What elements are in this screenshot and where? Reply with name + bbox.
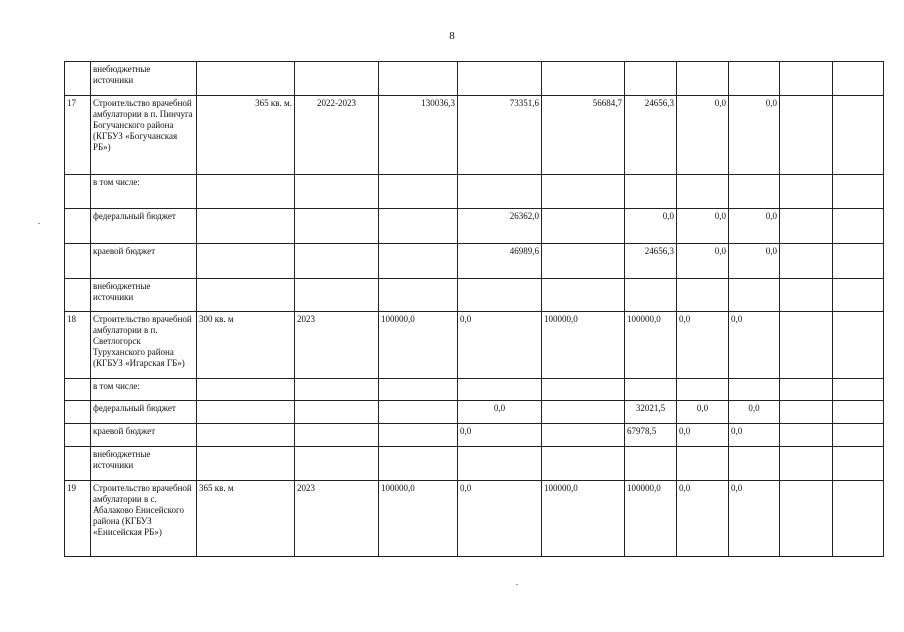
cell-num [65,401,91,424]
cell-y1 [458,62,542,96]
cell-y5: 0,0 [729,312,780,379]
cell-y4: 0,0 [677,481,729,557]
cell-y2 [542,209,625,244]
cell-name: федеральный бюджет [91,401,197,424]
cell-y4 [677,279,729,312]
cell-area [197,279,295,312]
page-number: 8 [449,30,455,42]
cell-y5: 0,0 [729,209,780,244]
cell-area [197,244,295,279]
cell-y3: 24656,3 [625,244,677,279]
cell-y5 [729,279,780,312]
cell-total [379,175,458,209]
cell-y4: 0,0 [677,96,729,175]
cell-y4 [677,379,729,401]
table-row [65,447,884,481]
cell-y1 [458,175,542,209]
cell-num [65,175,91,209]
cell-name: внебюджетные источники [91,62,197,96]
cell-y4: 0,0 [677,312,729,379]
cell-area [197,401,295,424]
cell-y5: 0,0 [729,96,780,175]
table-row [65,424,884,447]
cell-y6 [780,244,833,279]
cell-y3: 100000,0 [625,312,677,379]
cell-area [197,379,295,401]
cell-name: Строительство врачебной амбулатории в с. Абалаково Енисейского района (КГБУЗ «Енисейская РБ») [91,481,197,557]
cell-area [197,447,295,481]
table-row [65,244,884,279]
cell-y6 [780,209,833,244]
cell-total: 100000,0 [379,481,458,557]
cell-total [379,447,458,481]
cell-y1: 0,0 [458,424,542,447]
cell-num [65,244,91,279]
cell-y2: 56684,7 [542,96,625,175]
cell-num [65,279,91,312]
cell-total [379,424,458,447]
cell-num [65,379,91,401]
cell-period [295,244,379,279]
cell-total [379,62,458,96]
table-row [65,279,884,312]
cell-name: краевой бюджет [91,244,197,279]
cell-area: 300 кв. м [197,312,295,379]
table-row [65,481,884,557]
cell-y7 [833,447,884,481]
cell-y7 [833,209,884,244]
cell-y5 [729,447,780,481]
cell-y6 [780,401,833,424]
cell-y5: 0,0 [729,481,780,557]
cell-name: краевой бюджет [91,424,197,447]
table-row [65,96,884,175]
cell-y1: 46989,6 [458,244,542,279]
cell-y1: 26362,0 [458,209,542,244]
cell-y6 [780,312,833,379]
cell-period [295,279,379,312]
cell-y5 [729,62,780,96]
cell-period [295,209,379,244]
cell-y7 [833,312,884,379]
cell-y7 [833,481,884,557]
cell-y2: 100000,0 [542,312,625,379]
cell-num [65,424,91,447]
cell-area: 365 кв. м [197,481,295,557]
cell-total [379,379,458,401]
cell-period: 2022-2023 [295,96,379,175]
cell-name: внебюджетные источники [91,447,197,481]
cell-y6 [780,279,833,312]
scan-speck [516,584,518,585]
scan-speck [38,223,40,224]
cell-period [295,401,379,424]
cell-num [65,447,91,481]
cell-y7 [833,96,884,175]
cell-y2 [542,62,625,96]
cell-y4 [677,62,729,96]
table-row [65,175,884,209]
cell-y2: 100000,0 [542,481,625,557]
cell-period [295,62,379,96]
cell-name: в том числе: [91,175,197,209]
cell-name: Строительство врачебной амбулатории в п. Светлогорск Туруханского района (КГБУЗ «Игарская ГБ») [91,312,197,379]
cell-y3: 67978,5 [625,424,677,447]
cell-y7 [833,279,884,312]
cell-total [379,279,458,312]
cell-y5 [729,379,780,401]
cell-area [197,175,295,209]
cell-period [295,379,379,401]
cell-name: внебюджетные источники [91,279,197,312]
cell-y6 [780,424,833,447]
cell-y6 [780,447,833,481]
cell-area [197,62,295,96]
budget-table [64,61,884,557]
cell-y3 [625,379,677,401]
cell-num [65,209,91,244]
cell-y2 [542,379,625,401]
cell-y1 [458,279,542,312]
cell-y1 [458,447,542,481]
cell-y5: 0,0 [729,401,780,424]
cell-y2 [542,175,625,209]
cell-y3: 32021,5 [625,401,677,424]
cell-y2 [542,244,625,279]
cell-y1: 0,0 [458,481,542,557]
cell-total [379,209,458,244]
cell-y5 [729,175,780,209]
cell-y3: 0,0 [625,209,677,244]
cell-y3 [625,279,677,312]
cell-area [197,209,295,244]
cell-num [65,62,91,96]
table-row [65,209,884,244]
cell-y7 [833,244,884,279]
table-row [65,401,884,424]
cell-y4: 0,0 [677,401,729,424]
cell-total [379,244,458,279]
cell-y1 [458,379,542,401]
cell-y2 [542,279,625,312]
table-body [65,62,884,557]
cell-y3 [625,447,677,481]
cell-y6 [780,62,833,96]
cell-y7 [833,401,884,424]
cell-y7 [833,379,884,401]
cell-y4: 0,0 [677,209,729,244]
table-row [65,62,884,96]
cell-area [197,424,295,447]
cell-y6 [780,379,833,401]
cell-total: 100000,0 [379,312,458,379]
cell-y3: 100000,0 [625,481,677,557]
cell-y6 [780,96,833,175]
cell-name: в том числе: [91,379,197,401]
cell-y4: 0,0 [677,244,729,279]
cell-period: 2023 [295,312,379,379]
cell-period: 2023 [295,481,379,557]
cell-y1: 0,0 [458,401,542,424]
cell-total [379,401,458,424]
table-row [65,312,884,379]
cell-num: 17 [65,96,91,175]
cell-num: 19 [65,481,91,557]
cell-y6 [780,481,833,557]
cell-period [295,424,379,447]
cell-y5: 0,0 [729,244,780,279]
cell-y7 [833,424,884,447]
cell-total: 130036,3 [379,96,458,175]
cell-y1: 0,0 [458,312,542,379]
cell-y4 [677,447,729,481]
cell-y7 [833,62,884,96]
cell-num: 18 [65,312,91,379]
cell-y5: 0,0 [729,424,780,447]
cell-y2 [542,447,625,481]
cell-y7 [833,175,884,209]
cell-y3: 24656,3 [625,96,677,175]
cell-y2 [542,424,625,447]
cell-name: федеральный бюджет [91,209,197,244]
table-row [65,379,884,401]
cell-y4: 0,0 [677,424,729,447]
cell-y6 [780,175,833,209]
cell-y3 [625,175,677,209]
cell-area: 365 кв. м. [197,96,295,175]
cell-y1: 73351,6 [458,96,542,175]
cell-y2 [542,401,625,424]
cell-period [295,175,379,209]
cell-y3 [625,62,677,96]
cell-period [295,447,379,481]
cell-name: Строительство врачебной амбулатории в п. Пинчуга Богучанского района (КГБУЗ «Богучанская РБ») [91,96,197,175]
cell-y4 [677,175,729,209]
